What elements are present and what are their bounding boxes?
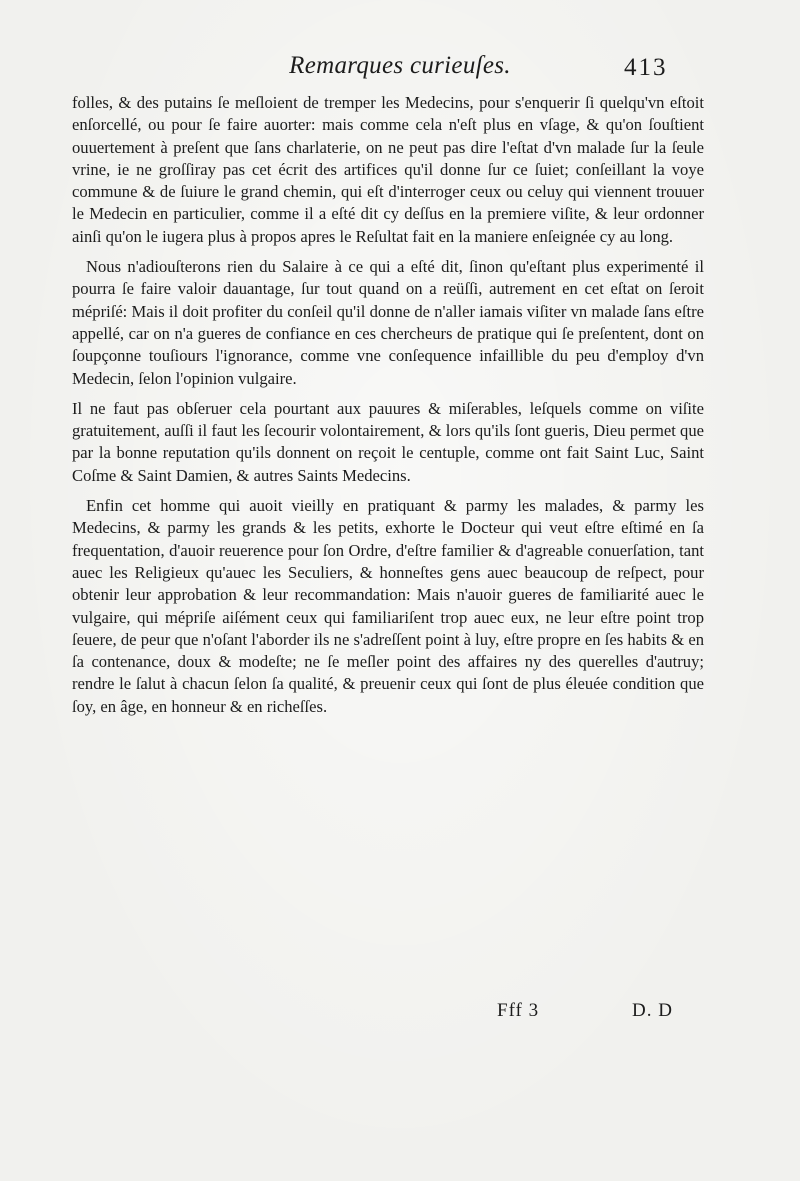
page-number: 413 xyxy=(624,54,668,81)
body-text xyxy=(72,92,704,726)
paragraph-4: Enfin cet homme qui auoit vieilly en pratiquant & parmy les malades, & parmy les Medecins, & parmy les grands & les petits, exhorte le Docteur qui veut eſtre eſtimé en ſa frequentation, d'auoir reuerence pour ſon Ordre, d'eſtre familier & d'agreable conuerſation, tant auec les Religieux qu'auec les Seculiers, & honneſtes gens auec beaucoup de reſpect, pour obtenir leur approbation & leur recommandation: Mais n'auoir gueres de familiarité auec le vulgaire, qui mépriſe aiſément ceux qui familiariſent trop auec eux, ne leur eſtre point trop ſeuere, de peur que n'oſant l'aborder ils ne s'adreſſent point à luy, eſtre propre en ſes habits & en ſa contenance, doux & modeſte; ne ſe meſler point des affaires ny des querelles d'autruy; rendre le ſalut à chacun ſelon ſa qualité, & preuenir ceux qui ſont de plus éleuée condition que ſoy, en âge, en honneur & en richeſſes. xyxy=(72,496,704,716)
running-head-title: Remarques curieuſes. xyxy=(289,52,511,79)
paragraph-3: Il ne faut pas obſeruer cela pourtant aux pauures & miſerables, leſquels comme on viſite gratuitement, auſſi il faut les ſecourir volontairement, & lors qu'ils ſont gueris, Dieu permet que par la bonne reputation qu'ils donnent on reçoit le centuple, comme ont fait Saint Luc, Saint Coſme & Saint Damien, & autres Saints Medecins. xyxy=(72,398,704,485)
signature-mark: Fff 3 xyxy=(497,1000,540,1021)
paragraph-2: Nous n'adiouſterons rien du Salaire à ce qui a eſté dit, ſinon qu'eſtant plus experimenté il pourra ſe faire valoir dauantage, ſur tout quand on a reüſſi, autrement en cet eſtat on ſeroit mépriſé: Mais il doit profiter du conſeil qu'il donne de n'aller iamais viſiter vn malade ſans eſtre appellé, car on n'a gueres de confiance en ces chercheurs de pratique qui ſe preſentent, dont on ſoupçonne touſiours l'ignorance, comme vne conſequence infaillible du peu d'employ d'vn Medecin, ſelon l'opinion vulgaire. xyxy=(72,257,704,388)
paragraph-1: folles, & des putains ſe meſloient de tremper les Medecins, pour s'enquerir ſi quelqu'vn eſtoit enſorcellé, ou pour ſe faire auorter: mais comme cela n'eſt plus en vſage, & qu'on ſouſtient ouuertement à preſent que ſans charlaterie, on ne peut pas dire l'eſtat d'vn malade ſur la ſeule vrine, ie ne groſſiray pas cet écrit des artifices qu'il donne ſur ce ſuiet; conſeillant la voye commune & de ſuiure le grand chemin, qui eſt d'interroger ceux ou celuy qui viennent trouuer le Medecin en particulier, comme il a eſté dit cy deſſus en la premiere viſite, & leur ordonner ainſi qu'on le iugera plus à propos apres le Reſultat fait en la maniere enſeignée cy au long. xyxy=(72,93,704,246)
catchword: D. D xyxy=(632,1000,673,1021)
